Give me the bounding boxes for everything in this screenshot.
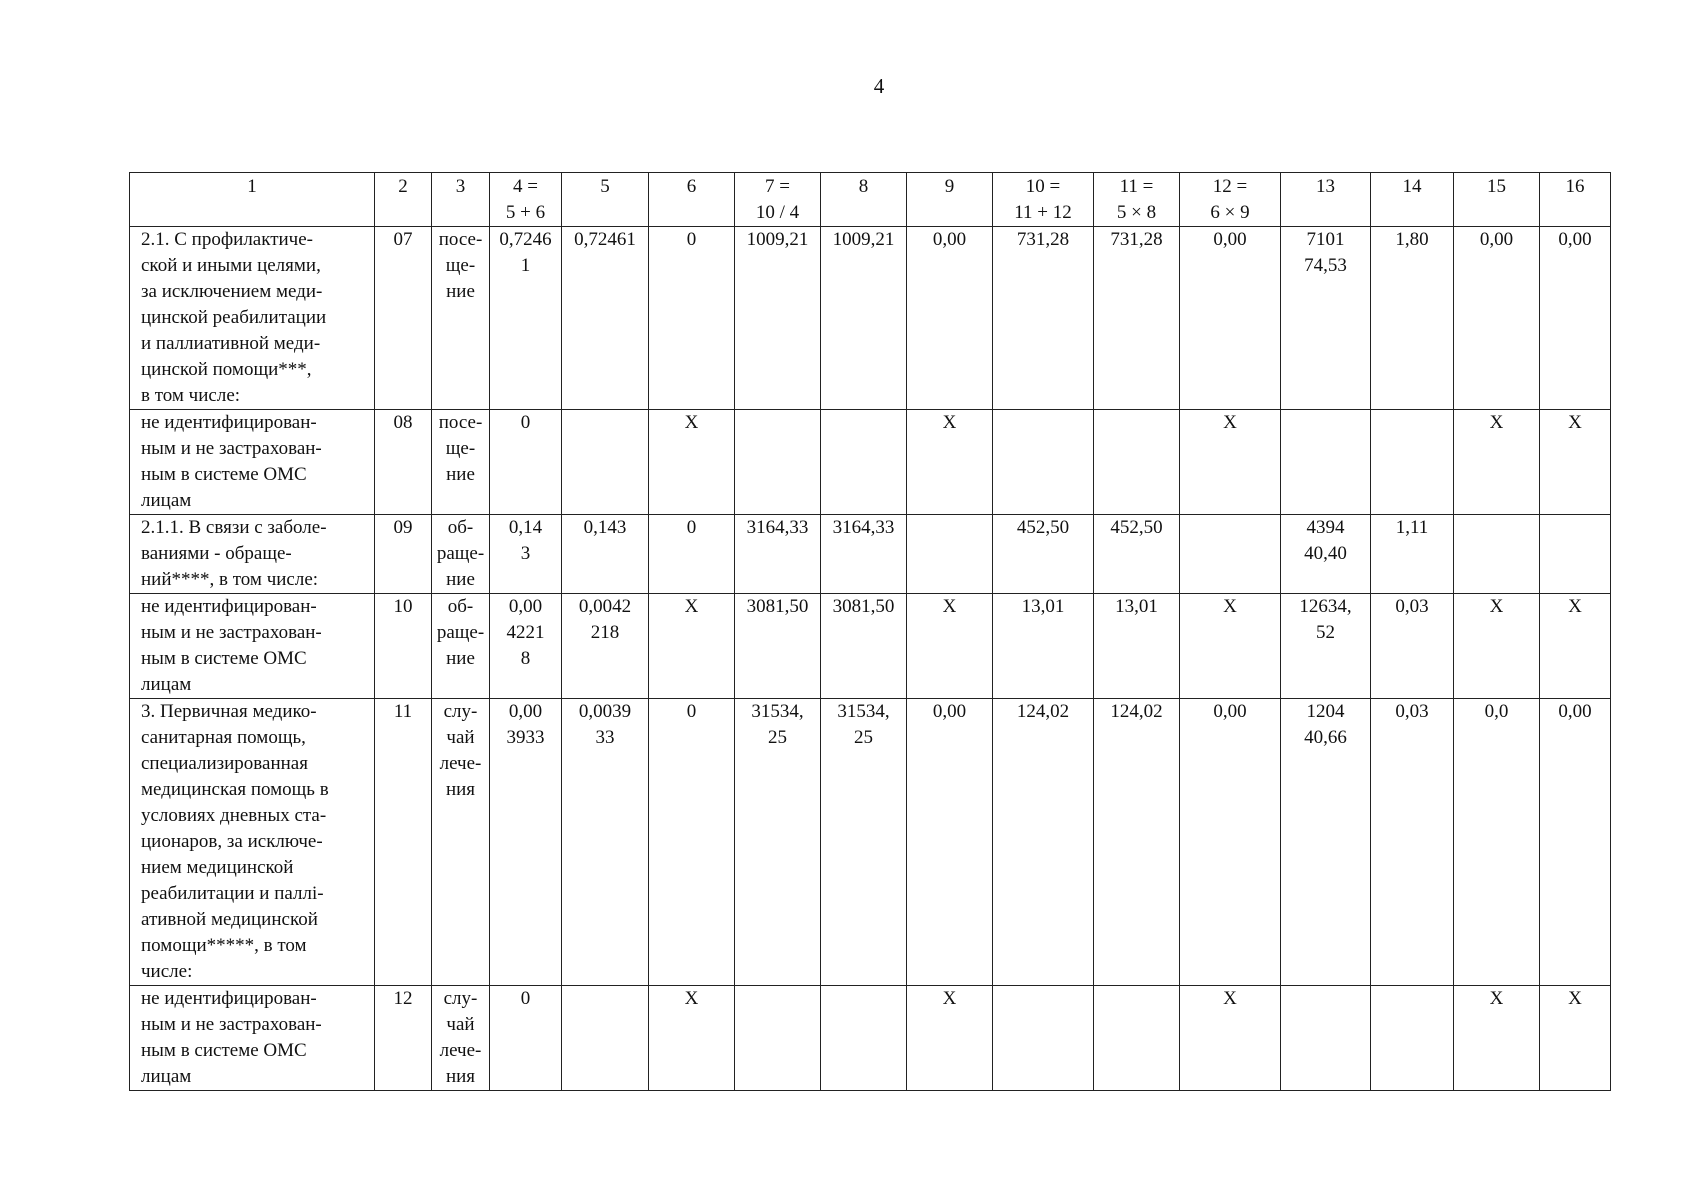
value-cell [1094, 986, 1180, 1091]
value-cell: 0 [490, 410, 562, 515]
row-name-cell: не идентифицирован- ным и не застрахован- ным в системе ОМС лицам [130, 986, 375, 1091]
value-cell: 12634, 52 [1281, 594, 1371, 699]
value-cell: 731,28 [993, 227, 1094, 410]
value-cell: 31534, 25 [735, 699, 821, 986]
row-code-cell: 11 [375, 699, 432, 986]
column-header: 15 [1454, 173, 1540, 227]
value-cell: 0 [649, 515, 735, 594]
value-cell: X [649, 594, 735, 699]
value-cell: 0 [490, 986, 562, 1091]
value-cell: X [649, 410, 735, 515]
column-header: 5 [562, 173, 649, 227]
table-row [130, 699, 1611, 986]
unit-cell: об- раще- ние [432, 515, 490, 594]
value-cell: X [1180, 594, 1281, 699]
value-cell: 0,00 [1180, 699, 1281, 986]
row-code-cell: 12 [375, 986, 432, 1091]
column-header: 11 = 5 × 8 [1094, 173, 1180, 227]
row-name-cell: 2.1. С профилактиче- ской и иными целями, за исключением меди- цинской реабилитации и паллиативной меди- цинской помощи***, в том числе: [130, 227, 375, 410]
table-row [130, 515, 1611, 594]
unit-cell: об- раще- ние [432, 594, 490, 699]
row-code-cell: 10 [375, 594, 432, 699]
value-cell: 3164,33 [735, 515, 821, 594]
page-number: 4 [873, 74, 885, 98]
value-cell: 124,02 [1094, 699, 1180, 986]
data-table [129, 172, 1611, 1091]
value-cell: 7101 74,53 [1281, 227, 1371, 410]
value-cell: 0,7246 1 [490, 227, 562, 410]
value-cell: 0,00 4221 8 [490, 594, 562, 699]
row-name-cell: 2.1.1. В связи с заболе- ваниями - обраще- ний****, в том числе: [130, 515, 375, 594]
value-cell [993, 410, 1094, 515]
value-cell: 4394 40,40 [1281, 515, 1371, 594]
value-cell: 452,50 [993, 515, 1094, 594]
value-cell: 0,72461 [562, 227, 649, 410]
value-cell [735, 986, 821, 1091]
value-cell: 0,00 [1454, 227, 1540, 410]
value-cell: 0,0 [1454, 699, 1540, 986]
value-cell [1180, 515, 1281, 594]
row-code-cell: 08 [375, 410, 432, 515]
value-cell: 3164,33 [821, 515, 907, 594]
column-header: 14 [1371, 173, 1454, 227]
value-cell: 0,00 3933 [490, 699, 562, 986]
value-cell: X [649, 986, 735, 1091]
value-cell: X [1540, 986, 1611, 1091]
value-cell [907, 515, 993, 594]
value-cell: 1,11 [1371, 515, 1454, 594]
value-cell [1281, 986, 1371, 1091]
value-cell [735, 410, 821, 515]
value-cell: X [1180, 986, 1281, 1091]
value-cell: 3081,50 [735, 594, 821, 699]
header-row [130, 173, 1611, 227]
value-cell: 1009,21 [821, 227, 907, 410]
value-cell: 0,0039 33 [562, 699, 649, 986]
value-cell: 31534, 25 [821, 699, 907, 986]
column-header: 16 [1540, 173, 1611, 227]
unit-cell: посе- ще- ние [432, 227, 490, 410]
value-cell: 0,00 [1540, 699, 1611, 986]
table-row [130, 410, 1611, 515]
value-cell [993, 986, 1094, 1091]
value-cell: 0 [649, 227, 735, 410]
value-cell: X [1180, 410, 1281, 515]
value-cell: X [1454, 986, 1540, 1091]
value-cell [821, 410, 907, 515]
value-cell: 0,143 [562, 515, 649, 594]
value-cell: 0,0042 218 [562, 594, 649, 699]
value-cell: 0,03 [1371, 699, 1454, 986]
value-cell [821, 986, 907, 1091]
value-cell: 0,14 3 [490, 515, 562, 594]
value-cell: 124,02 [993, 699, 1094, 986]
value-cell: 1009,21 [735, 227, 821, 410]
value-cell: 1,80 [1371, 227, 1454, 410]
value-cell: 0 [649, 699, 735, 986]
unit-cell: слу- чай лече- ния [432, 986, 490, 1091]
column-header: 10 = 11 + 12 [993, 173, 1094, 227]
value-cell [562, 410, 649, 515]
value-cell [562, 986, 649, 1091]
column-header: 3 [432, 173, 490, 227]
value-cell: 0,00 [1180, 227, 1281, 410]
value-cell: 13,01 [993, 594, 1094, 699]
value-cell: X [1540, 410, 1611, 515]
value-cell: 13,01 [1094, 594, 1180, 699]
value-cell: 0,03 [1371, 594, 1454, 699]
column-header: 8 [821, 173, 907, 227]
value-cell: 3081,50 [821, 594, 907, 699]
value-cell [1371, 410, 1454, 515]
value-cell: 731,28 [1094, 227, 1180, 410]
table-row [130, 227, 1611, 410]
table-row [130, 594, 1611, 699]
table-row [130, 986, 1611, 1091]
column-header: 4 = 5 + 6 [490, 173, 562, 227]
column-header: 1 [130, 173, 375, 227]
column-header: 12 = 6 × 9 [1180, 173, 1281, 227]
column-header: 9 [907, 173, 993, 227]
value-cell: X [1454, 594, 1540, 699]
value-cell: X [907, 594, 993, 699]
row-code-cell: 07 [375, 227, 432, 410]
unit-cell: слу- чай лече- ния [432, 699, 490, 986]
value-cell: X [907, 410, 993, 515]
value-cell [1454, 515, 1540, 594]
value-cell: 0,00 [1540, 227, 1611, 410]
value-cell [1094, 410, 1180, 515]
column-header: 6 [649, 173, 735, 227]
value-cell: 1204 40,66 [1281, 699, 1371, 986]
value-cell [1281, 410, 1371, 515]
unit-cell: посе- ще- ние [432, 410, 490, 515]
value-cell: 452,50 [1094, 515, 1180, 594]
value-cell: 0,00 [907, 699, 993, 986]
row-name-cell: не идентифицирован- ным и не застрахован- ным в системе ОМС лицам [130, 410, 375, 515]
column-header: 13 [1281, 173, 1371, 227]
column-header: 7 = 10 / 4 [735, 173, 821, 227]
row-code-cell: 09 [375, 515, 432, 594]
column-header: 2 [375, 173, 432, 227]
row-name-cell: не идентифицирован- ным и не застрахован- ным в системе ОМС лицам [130, 594, 375, 699]
value-cell [1540, 515, 1611, 594]
value-cell: X [907, 986, 993, 1091]
value-cell: X [1540, 594, 1611, 699]
value-cell: 0,00 [907, 227, 993, 410]
value-cell: X [1454, 410, 1540, 515]
value-cell [1371, 986, 1454, 1091]
row-name-cell: 3. Первичная медико- санитарная помощь, специализированная медицинская помощь в условиях дневных ста- ционаров, за исключе- нием медицинской реабилитации и паллi- ативной медицинской помощи*****, в том числе: [130, 699, 375, 986]
